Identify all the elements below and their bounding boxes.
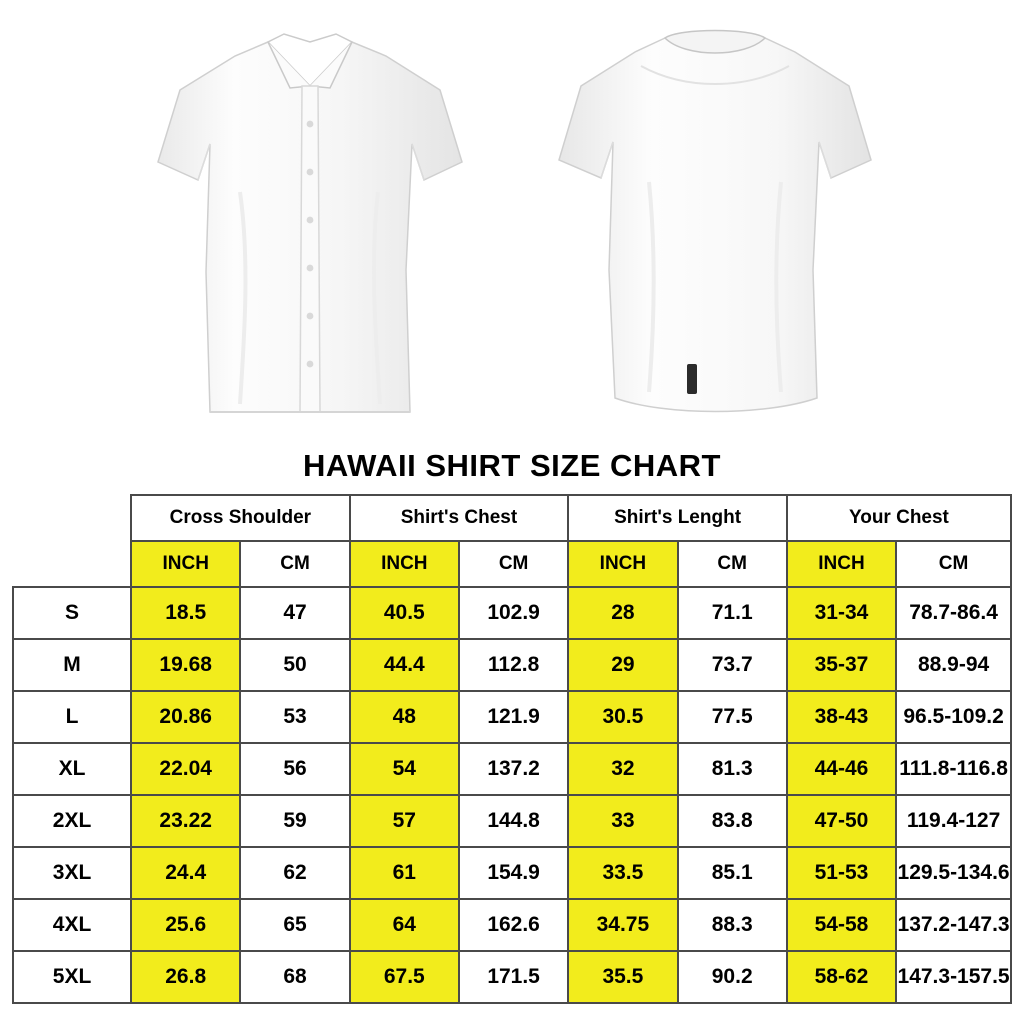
cell-cross-shoulder-inch: 18.5	[131, 587, 240, 639]
cell-your-chest-inch: 31-34	[787, 587, 896, 639]
row-size-label: 5XL	[13, 951, 131, 1003]
unit-cross-shoulder-cm: CM	[240, 541, 349, 587]
unit-shirts-lenght-inch: INCH	[568, 541, 677, 587]
shirt-front-image	[140, 12, 480, 432]
row-size-label: 4XL	[13, 899, 131, 951]
group-header-shirts-chest: Shirt's Chest	[350, 495, 569, 541]
cell-shirts-chest-inch: 57	[350, 795, 459, 847]
row-size-label: XL	[13, 743, 131, 795]
cell-shirts-lenght-inch: 32	[568, 743, 677, 795]
cell-shirts-lenght-inch: 33.5	[568, 847, 677, 899]
table-row	[13, 795, 1011, 847]
cell-your-chest-cm: 137.2-147.3	[896, 899, 1011, 951]
unit-your-chest-inch: INCH	[787, 541, 896, 587]
cell-your-chest-cm: 96.5-109.2	[896, 691, 1011, 743]
cell-cross-shoulder-inch: 25.6	[131, 899, 240, 951]
cell-shirts-chest-inch: 67.5	[350, 951, 459, 1003]
cell-shirts-chest-cm: 112.8	[459, 639, 568, 691]
row-size-label: S	[13, 587, 131, 639]
table-row	[13, 743, 1011, 795]
group-header-cross-shoulder: Cross Shoulder	[131, 495, 350, 541]
cell-shirts-chest-cm: 102.9	[459, 587, 568, 639]
shirt-back-image	[545, 12, 885, 432]
size-chart-table	[12, 494, 1012, 1004]
unit-shirts-chest-inch: INCH	[350, 541, 459, 587]
cell-your-chest-cm: 78.7-86.4	[896, 587, 1011, 639]
cell-shirts-chest-cm: 154.9	[459, 847, 568, 899]
table-row	[13, 847, 1011, 899]
corner-cell-2	[13, 541, 131, 587]
table-row	[13, 691, 1011, 743]
cell-cross-shoulder-cm: 50	[240, 639, 349, 691]
cell-your-chest-inch: 58-62	[787, 951, 896, 1003]
cell-cross-shoulder-cm: 56	[240, 743, 349, 795]
table-body	[13, 587, 1011, 1003]
cell-shirts-chest-inch: 54	[350, 743, 459, 795]
cell-shirts-lenght-cm: 77.5	[678, 691, 787, 743]
row-size-label: M	[13, 639, 131, 691]
cell-shirts-lenght-cm: 90.2	[678, 951, 787, 1003]
table-unit-header-row	[13, 541, 1011, 587]
cell-your-chest-cm: 147.3-157.5	[896, 951, 1011, 1003]
unit-shirts-chest-cm: CM	[459, 541, 568, 587]
cell-your-chest-inch: 51-53	[787, 847, 896, 899]
table-row	[13, 587, 1011, 639]
table-row	[13, 899, 1011, 951]
cell-cross-shoulder-inch: 20.86	[131, 691, 240, 743]
cell-cross-shoulder-inch: 23.22	[131, 795, 240, 847]
shirt-illustrations	[0, 0, 1024, 448]
cell-shirts-chest-inch: 44.4	[350, 639, 459, 691]
cell-shirts-chest-cm: 162.6	[459, 899, 568, 951]
size-table-container	[0, 494, 1024, 1004]
cell-cross-shoulder-inch: 24.4	[131, 847, 240, 899]
cell-your-chest-cm: 129.5-134.6	[896, 847, 1011, 899]
cell-your-chest-cm: 111.8-116.8	[896, 743, 1011, 795]
cell-shirts-chest-cm: 144.8	[459, 795, 568, 847]
row-size-label: L	[13, 691, 131, 743]
cell-shirts-chest-inch: 64	[350, 899, 459, 951]
cell-shirts-lenght-cm: 88.3	[678, 899, 787, 951]
cell-your-chest-cm: 119.4-127	[896, 795, 1011, 847]
cell-shirts-chest-inch: 48	[350, 691, 459, 743]
cell-shirts-chest-inch: 61	[350, 847, 459, 899]
corner-cell	[13, 495, 131, 541]
cell-shirts-chest-cm: 171.5	[459, 951, 568, 1003]
cell-cross-shoulder-cm: 68	[240, 951, 349, 1003]
unit-your-chest-cm: CM	[896, 541, 1011, 587]
cell-your-chest-inch: 44-46	[787, 743, 896, 795]
cell-shirts-lenght-inch: 35.5	[568, 951, 677, 1003]
cell-shirts-lenght-inch: 28	[568, 587, 677, 639]
cell-shirts-chest-cm: 121.9	[459, 691, 568, 743]
cell-your-chest-inch: 54-58	[787, 899, 896, 951]
cell-your-chest-inch: 35-37	[787, 639, 896, 691]
cell-shirts-lenght-inch: 34.75	[568, 899, 677, 951]
group-header-shirts-lenght: Shirt's Lenght	[568, 495, 787, 541]
page-title: HAWAII SHIRT SIZE CHART	[303, 448, 721, 483]
unit-cross-shoulder-inch: INCH	[131, 541, 240, 587]
row-size-label: 3XL	[13, 847, 131, 899]
cell-cross-shoulder-cm: 47	[240, 587, 349, 639]
table-row	[13, 639, 1011, 691]
cell-shirts-lenght-inch: 30.5	[568, 691, 677, 743]
cell-cross-shoulder-inch: 19.68	[131, 639, 240, 691]
cell-cross-shoulder-inch: 26.8	[131, 951, 240, 1003]
cell-your-chest-inch: 38-43	[787, 691, 896, 743]
cell-shirts-lenght-cm: 83.8	[678, 795, 787, 847]
cell-shirts-lenght-cm: 85.1	[678, 847, 787, 899]
cell-shirts-lenght-cm: 73.7	[678, 639, 787, 691]
cell-cross-shoulder-inch: 22.04	[131, 743, 240, 795]
cell-shirts-lenght-inch: 33	[568, 795, 677, 847]
cell-cross-shoulder-cm: 59	[240, 795, 349, 847]
unit-shirts-lenght-cm: CM	[678, 541, 787, 587]
cell-shirts-lenght-cm: 71.1	[678, 587, 787, 639]
table-row	[13, 951, 1011, 1003]
cell-shirts-chest-cm: 137.2	[459, 743, 568, 795]
cell-cross-shoulder-cm: 65	[240, 899, 349, 951]
cell-your-chest-cm: 88.9-94	[896, 639, 1011, 691]
cell-cross-shoulder-cm: 62	[240, 847, 349, 899]
cell-your-chest-inch: 47-50	[787, 795, 896, 847]
cell-cross-shoulder-cm: 53	[240, 691, 349, 743]
table-group-header-row	[13, 495, 1011, 541]
cell-shirts-lenght-inch: 29	[568, 639, 677, 691]
cell-shirts-chest-inch: 40.5	[350, 587, 459, 639]
group-header-your-chest: Your Chest	[787, 495, 1011, 541]
row-size-label: 2XL	[13, 795, 131, 847]
cell-shirts-lenght-cm: 81.3	[678, 743, 787, 795]
